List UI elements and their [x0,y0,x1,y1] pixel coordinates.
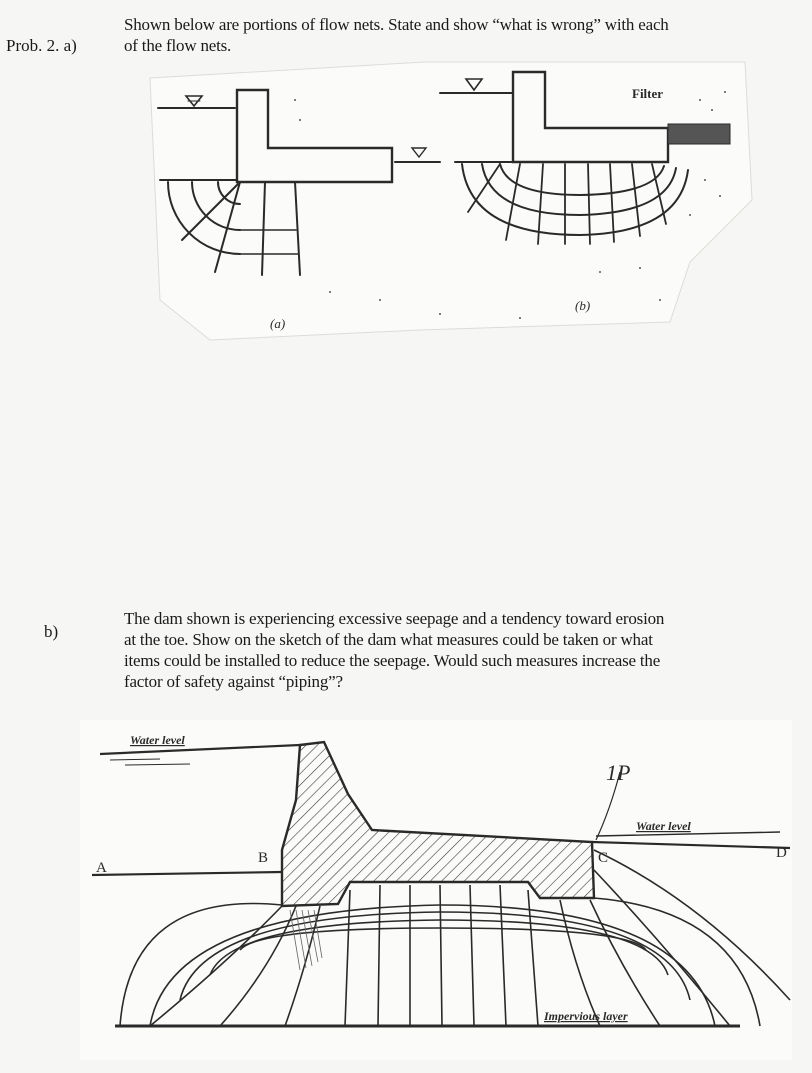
point-d-label: D [776,845,787,861]
point-b-label: B [258,850,269,866]
part-b-line-3: items could be installed to reduce the seepage. Would such measures increase the [124,651,661,670]
net-b-caption: (b) [575,298,591,313]
dam-figure-paper [80,720,792,1060]
part-b-label: b) [44,622,59,641]
impervious-layer-label: Impervious layer [544,1009,628,1023]
part-b-line-2: at the toe. Show on the sketch of the dam what measures could be taken or what [124,630,653,649]
point-a-label: A [96,860,107,876]
headwater-label: Water level [130,733,185,747]
part-a-line-2: of the flow nets. [124,36,232,55]
annotation-mark: 1P [606,760,631,785]
tailwater-label: Water level [636,819,691,833]
point-c-label: C [598,850,609,866]
part-b-line-4: factor of safety against “piping”? [124,672,343,691]
net-b-filter [668,124,730,144]
flow-nets-figure [0,0,812,360]
part-a-line-1: Shown below are portions of flow nets. State and show “what is wrong” with each [124,15,669,34]
dam-figure [0,700,812,1073]
figure-a-paper [150,62,752,340]
net-b-filter-label: Filter [632,86,664,101]
part-b-prompt [124,608,664,692]
part-a-label: Prob. 2. a) [6,36,77,55]
net-a-caption: (a) [270,316,286,331]
part-b-line-1: The dam shown is experiencing excessive seepage and a tendency toward erosion [124,609,665,628]
